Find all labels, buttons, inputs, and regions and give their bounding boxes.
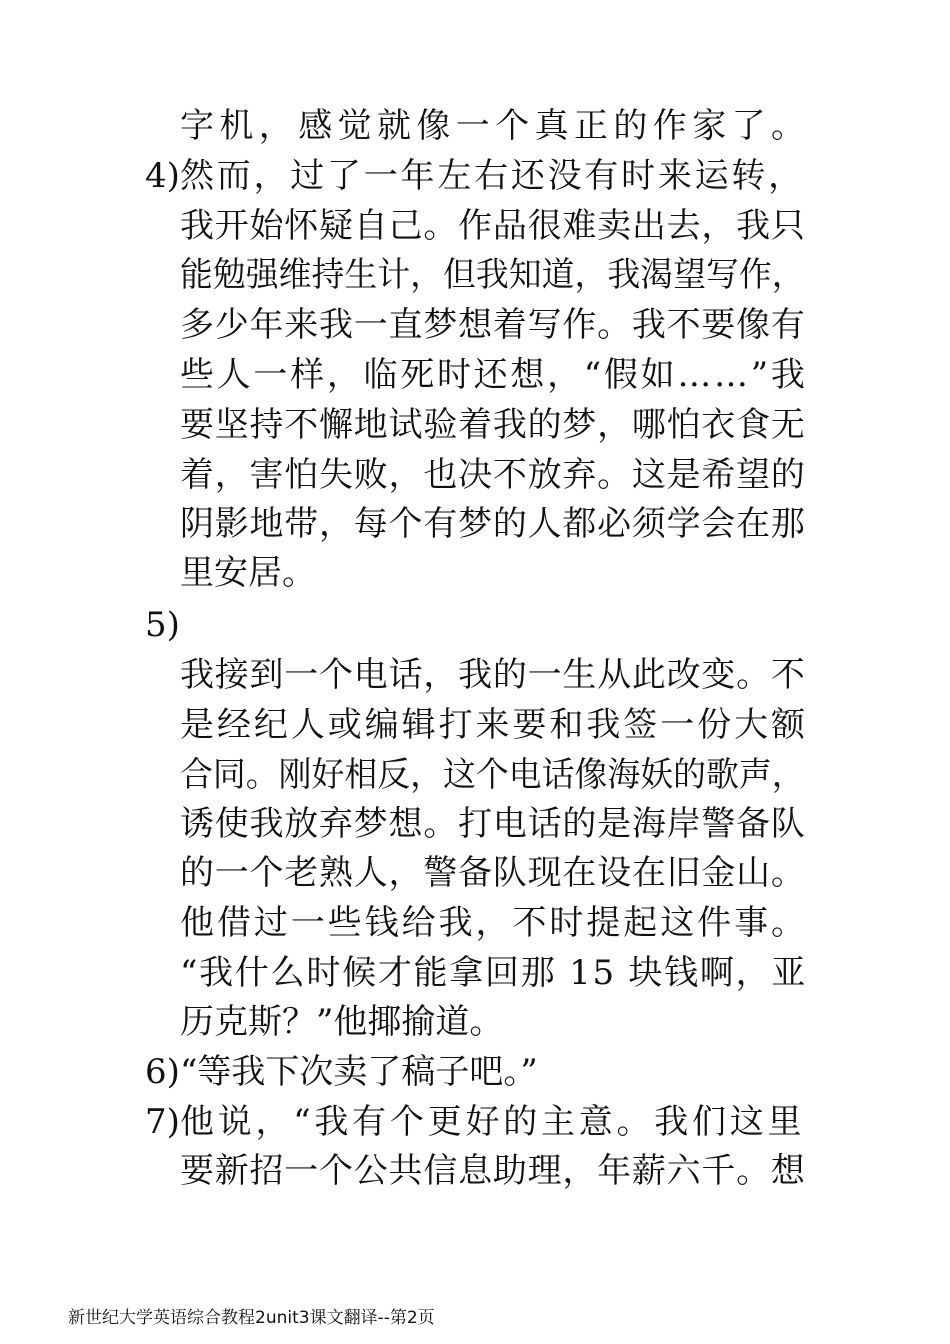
paragraph-number: 7) xyxy=(145,1102,180,1142)
line-text: 他借过一些钱给我，不时提起这件事。 xyxy=(180,903,808,943)
line-text: 字机，感觉就像一个真正的作家了。 xyxy=(180,106,811,146)
text-line xyxy=(0,450,950,500)
line-text: “我什么时候才能拿回那 15 块钱啊，亚 xyxy=(180,953,808,993)
line-text: 些人一样，临死时还想，“假如……”我 xyxy=(180,355,808,395)
line-text: 的一个老熟人，警备队现在设在旧金山。 xyxy=(180,853,806,893)
text-line xyxy=(0,499,950,549)
line-text: 合同。刚好相反，这个电话像海妖的歌声， xyxy=(180,755,805,795)
paragraph-number: 5) xyxy=(145,605,180,645)
text-line xyxy=(0,898,950,948)
line-text: 着，害怕失败，也决不放弃。这是希望的 xyxy=(180,455,806,495)
text-line xyxy=(0,948,950,998)
text-line xyxy=(0,101,950,151)
text-line xyxy=(0,1146,950,1196)
text-line xyxy=(0,548,950,598)
paragraph-number: 4) xyxy=(145,156,180,196)
text-line xyxy=(0,600,950,650)
text-line xyxy=(0,750,950,800)
line-text: 他说，“我有个更好的主意。我们这里 xyxy=(180,1102,806,1142)
line-text: “等我下次卖了稿子吧。” xyxy=(180,1052,538,1092)
text-line xyxy=(0,700,950,750)
page-footer: 新世纪大学英语综合教程2unit3课文翻译--第2页 xyxy=(68,1308,435,1328)
line-text: 要坚持不懈地试验着我的梦，哪怕衣食无 xyxy=(180,405,806,445)
text-line xyxy=(0,151,950,201)
text-line xyxy=(0,400,950,450)
text-line xyxy=(0,300,950,350)
text-line xyxy=(0,1097,950,1147)
text-line xyxy=(0,848,950,898)
text-line xyxy=(0,350,950,400)
line-text: 要新招一个公共信息助理，年薪六千。想 xyxy=(180,1151,806,1191)
paragraph-number: 6) xyxy=(145,1052,180,1092)
line-text: 我接到一个电话，我的一生从此改变。不 xyxy=(180,655,806,695)
line-text: 诱使我放弃梦想。打电话的是海岸警备队 xyxy=(180,804,806,844)
line-text: 里安居。 xyxy=(180,553,316,593)
text-line xyxy=(0,650,950,700)
text-line xyxy=(0,1047,950,1097)
text-line xyxy=(0,997,950,1047)
line-text: 多少年来我一直梦想着写作。我不要像有 xyxy=(180,305,806,345)
text-line xyxy=(0,799,950,849)
line-text: 阴影地带，每个有梦的人都必须学会在那 xyxy=(180,504,806,544)
text-line xyxy=(0,250,950,300)
line-text: 然而，过了一年左右还没有时来运转， xyxy=(180,156,805,196)
line-text: 能勉强维持生计，但我知道，我渴望写作， xyxy=(180,255,805,295)
line-text: 我开始怀疑自己。作品很难卖出去，我只 xyxy=(180,206,806,246)
line-text: 是经纪人或编辑打来要和我签一份大额 xyxy=(180,705,808,745)
text-line xyxy=(0,201,950,251)
line-text: 历克斯？”他揶揄道。 xyxy=(180,1002,504,1042)
